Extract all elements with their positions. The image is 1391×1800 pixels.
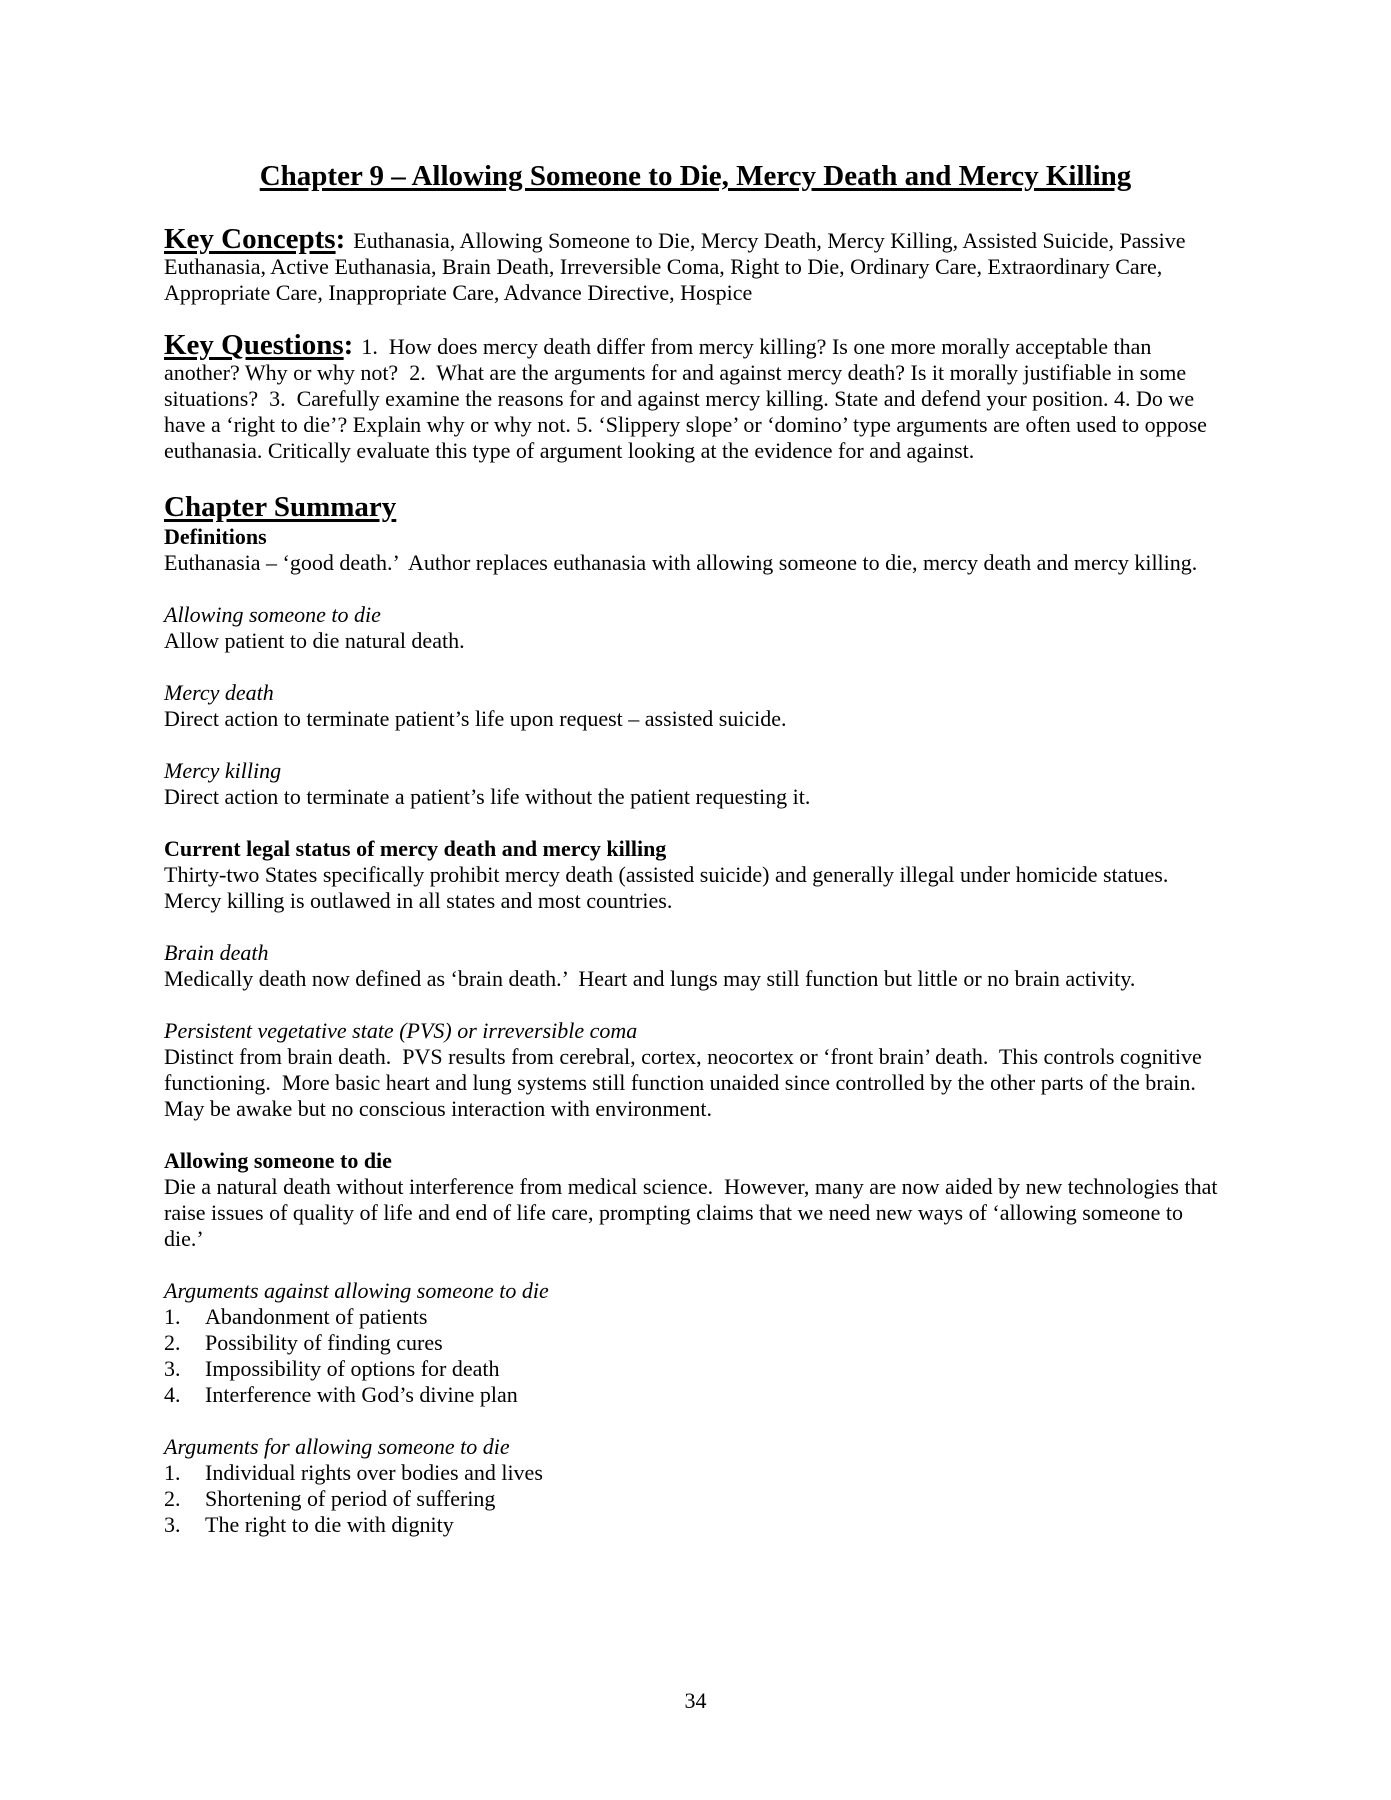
key-questions-label	[164, 329, 353, 361]
section-text: Thirty-two States specifically prohibit mercy death (assisted suicide) and generally illegal under homicide statues. Mercy killing is outlawed in all states and most countries.	[164, 862, 1174, 913]
section-text: Allow patient to die natural death.	[164, 628, 465, 653]
section-mercy-killing	[164, 758, 1227, 810]
list-item-text: The right to die with dignity	[205, 1512, 454, 1537]
section-text: Direct action to terminate a patient’s life without the patient requesting it.	[164, 784, 811, 809]
list-item-number: 3.	[164, 1356, 181, 1381]
list-item	[164, 1330, 1227, 1356]
section-text: Medically death now defined as ‘brain death.’ Heart and lungs may still function but little or no brain activity.	[164, 966, 1136, 991]
list-item	[164, 1460, 1227, 1486]
key-concepts-colon: :	[335, 223, 346, 255]
section-allowing-someone-to-die-def	[164, 602, 1227, 654]
section-heading: Persistent vegetative state (PVS) or irreversible coma	[164, 1018, 638, 1043]
section-current-legal-status	[164, 836, 1227, 914]
list-item-text: Impossibility of options for death	[205, 1356, 500, 1381]
key-questions-paragraph	[164, 329, 1227, 464]
section-brain-death	[164, 940, 1227, 992]
list-item-text: Abandonment of patients	[205, 1304, 428, 1329]
list-item-number: 2.	[164, 1486, 181, 1511]
list-item	[164, 1304, 1227, 1330]
list-item	[164, 1356, 1227, 1382]
page-title-text: Chapter 9 – Allowing Someone to Die, Mercy Death and Mercy Killing	[259, 160, 1132, 192]
section-heading: Arguments against allowing someone to die	[164, 1278, 549, 1303]
section-heading: Mercy death	[164, 680, 274, 705]
document-content	[164, 223, 1227, 1538]
key-questions-colon: :	[343, 329, 354, 361]
list-item-number: 1.	[164, 1460, 181, 1485]
section-heading: Allowing someone to die	[164, 1148, 392, 1173]
key-concepts-label	[164, 223, 345, 255]
key-concepts-text: Euthanasia, Allowing Someone to Die, Mercy Death, Mercy Killing, Assisted Suicide, Passive Euthanasia, Active Euthanasia, Brain Death, Irreversible Coma, Right to Die, Ordinary Care, Extraordinary Care, Appropriate Care, Inappropriate Care, Advance Directive, Hospice	[164, 228, 1191, 305]
section-heading: Allowing someone to die	[164, 602, 381, 627]
section-mercy-death	[164, 680, 1227, 732]
page-title	[0, 0, 1391, 194]
definitions-heading: Definitions	[164, 524, 267, 549]
section-heading: Current legal status of mercy death and mercy killing	[164, 836, 667, 861]
list-item	[164, 1382, 1227, 1408]
list-item-number: 1.	[164, 1304, 181, 1329]
list-item-text: Interference with God’s divine plan	[205, 1382, 518, 1407]
section-pvs	[164, 1018, 1227, 1122]
list-item-number: 4.	[164, 1382, 181, 1407]
list-item-number: 2.	[164, 1330, 181, 1355]
section-arguments-for	[164, 1434, 1227, 1538]
list-item	[164, 1512, 1227, 1538]
section-text: Distinct from brain death. PVS results from cerebral, cortex, neocortex or ‘front brain’ death. This controls cognitive functioning. More basic heart and lung systems still function unaided since controlled by the other parts of the brain. May be awake but no conscious interaction with environment.	[164, 1044, 1208, 1121]
section-allowing-someone-to-die	[164, 1148, 1227, 1252]
page-number: 34	[684, 1688, 707, 1713]
key-questions-label-text: Key Questions	[164, 329, 344, 361]
definitions-text: Euthanasia – ‘good death.’ Author replaces euthanasia with allowing someone to die, mercy death and mercy killing.	[164, 550, 1198, 575]
list-item-text: Possibility of finding cures	[205, 1330, 443, 1355]
section-text: Direct action to terminate patient’s life upon request – assisted suicide.	[164, 706, 787, 731]
section-heading: Brain death	[164, 940, 269, 965]
section-text: Die a natural death without interference from medical science. However, many are now aided by new technologies that raise issues of quality of life and end of life care, prompting claims that we need new ways of ‘allowing someone to die.’	[164, 1174, 1223, 1251]
chapter-summary-heading	[164, 490, 1227, 524]
section-heading: Mercy killing	[164, 758, 282, 783]
key-concepts-paragraph	[164, 223, 1227, 306]
list-item	[164, 1486, 1227, 1512]
key-concepts-label-text: Key Concepts	[164, 223, 336, 255]
list-item-number: 3.	[164, 1512, 181, 1537]
key-questions-text: 1. How does mercy death differ from mercy killing? Is one more morally acceptable than another? Why or why not? 2. What are the arguments for and against mercy death? Is it morally justifiable in some situations? 3. Carefully examine the reasons for and against mercy killing. State and defend your position. 4. Do we have a ‘right to die’? Explain why or why not. 5. ‘Slippery slope’ or ‘domino’ type arguments are often used to oppose euthanasia. Critically evaluate this type of argument looking at the evidence for and against.	[164, 334, 1213, 463]
section-heading: Arguments for allowing someone to die	[164, 1434, 510, 1459]
list-item-text: Shortening of period of suffering	[205, 1486, 496, 1511]
section-arguments-against	[164, 1278, 1227, 1408]
list-item-text: Individual rights over bodies and lives	[205, 1460, 543, 1485]
chapter-summary-heading-text: Chapter Summary	[164, 491, 397, 523]
